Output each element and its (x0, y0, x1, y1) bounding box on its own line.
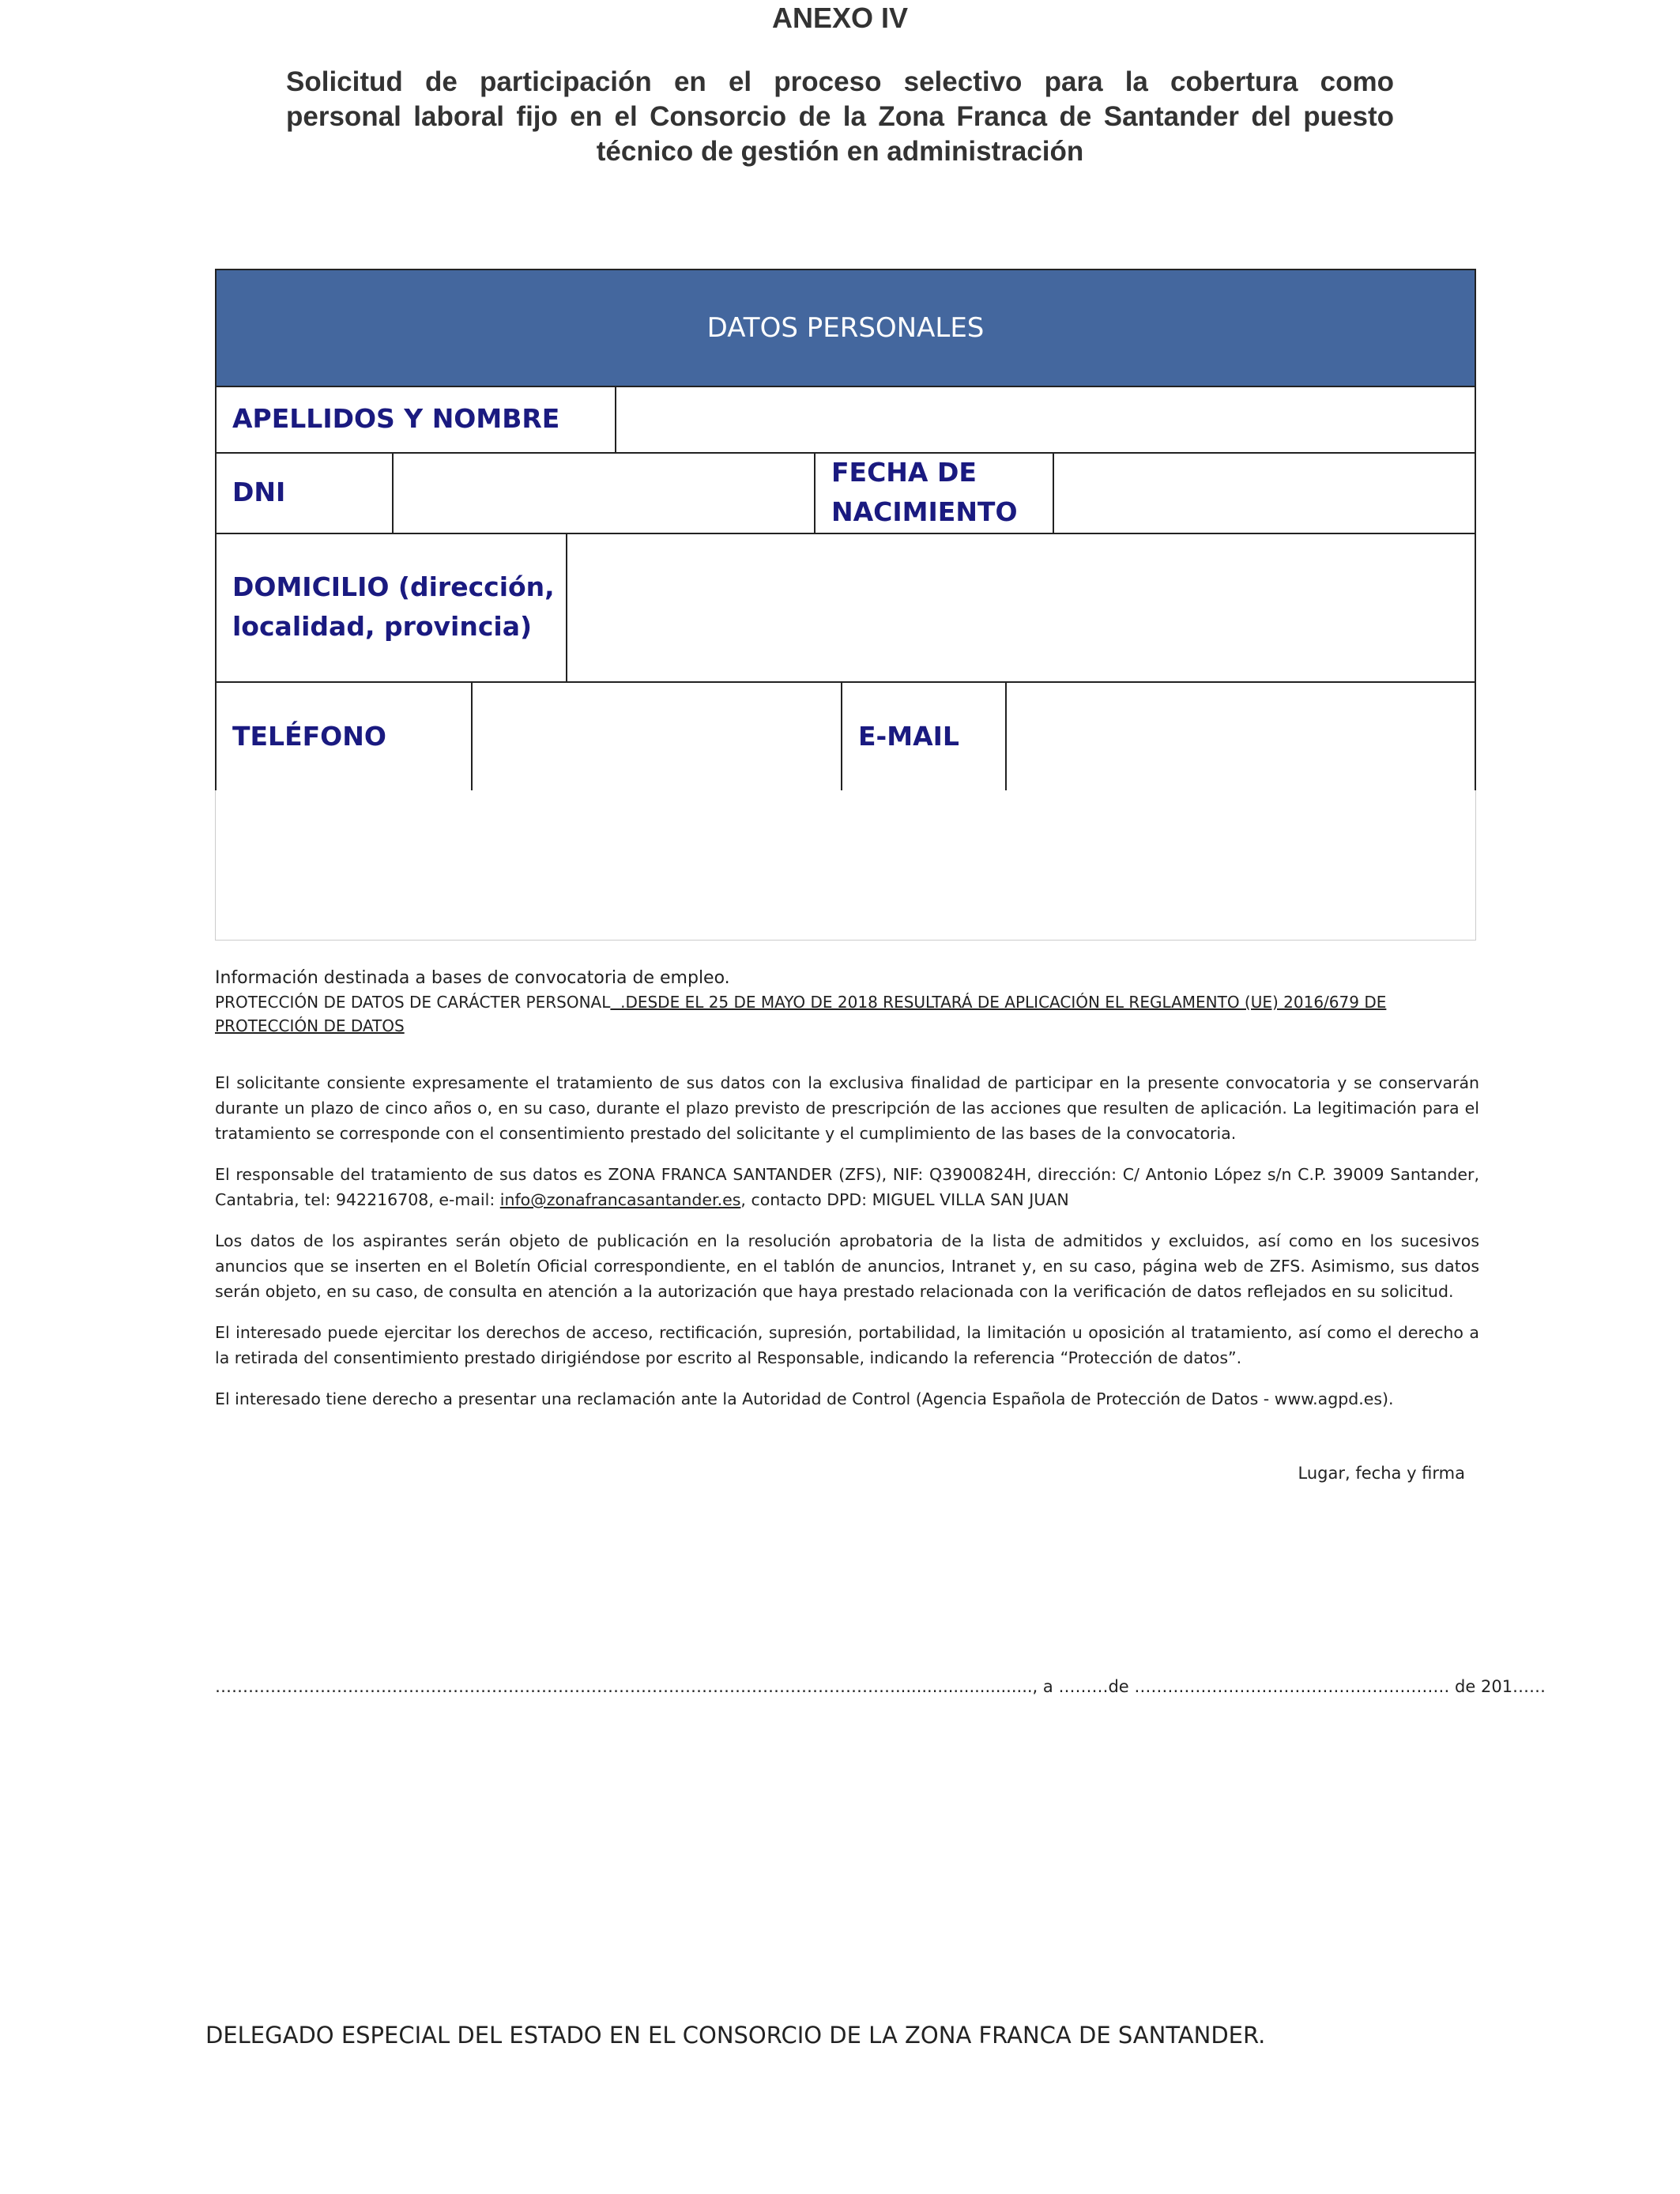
info-paragraph-1: El solicitante consiente expresamente el tratamiento de sus datos con la exclusiva finalidad de participar en la presente convocatoria y se conservarán durante un plazo de cinco años o, en su caso, durante el plazo previsto de prescripción de las acciones que resulten de aplicación. La legitimación para el tratamiento se corresponde con el consentimiento prestado del solicitante y el cumplimiento de las bases de la convocatoria. (215, 1073, 1479, 1143)
info-paragraph-3: Los datos de los aspirantes serán objeto de publicación en la resolución aprobatoria de la lista de admitidos y excluidos, así como en los sucesivos anuncios que se inserten en el Boletín Oficial correspondiente, en el tablón de anuncios, Intranet y, en su caso, página web de ZFS. Asimismo, sus datos serán objeto, en su caso, de consulta en atención a la autorización que haya prestado relacionada con la verificación de datos reflejados en su solicitud. (215, 1231, 1479, 1301)
info-paragraph-5: El interesado tiene derecho a presentar una reclamación ante la Autoridad de Control (Agencia Española de Protección de Datos - www.agpd.es). (215, 1389, 1394, 1408)
title-line-1: Solicitud de participación en el proceso selectivo para la cobertura como (286, 66, 1394, 97)
signature-label: Lugar, fecha y firma (1298, 1464, 1465, 1483)
info-paragraph-4: El interesado puede ejercitar los derechos de acceso, rectificación, supresión, portabilidad, la limitación u oposición al tratamiento, así como el derecho a la retirada del consentimiento prestado dirigiéndose por escrito al Responsable, indicando la referencia “Protección de datos”. (215, 1323, 1479, 1367)
form-header: DATOS PERSONALES (217, 270, 1475, 387)
footer-recipient: DELEGADO ESPECIAL DEL ESTADO EN EL CONSORCIO DE LA ZONA FRANCA DE SANTANDER. (205, 2022, 1266, 2049)
dni-field[interactable] (392, 452, 814, 533)
row-contact (217, 681, 1475, 794)
row-dni (217, 452, 1475, 534)
birth-date-label-line-2: NACIMIENTO (831, 496, 1018, 527)
address-label-line-1: DOMICILIO (dirección, (232, 571, 555, 602)
row-address (217, 533, 1475, 683)
annex-heading: ANEXO IV (771, 2, 909, 34)
protection-heading-part-3: PROTECCIÓN DE DATOS (215, 1016, 405, 1035)
name-label: APELLIDOS Y NOMBRE (232, 403, 560, 434)
dni-label: DNI (232, 477, 286, 507)
protection-heading-line (215, 990, 1479, 1014)
personal-data-form (215, 269, 1476, 939)
info-paragraph-2a: El responsable del tratamiento de sus datos es ZONA FRANCA SANTANDER (ZFS), NIF: Q3900824H, dirección: C/ Antonio López s/n C.P. 39009 Santander, Cantabria, tel: 942216708, e-mail: (215, 1165, 1479, 1209)
protection-heading-part-2: .DESDE EL 25 DE MAYO DE 2018 RESULTARÁ DE APLICACIÓN EL REGLAMENTO (UE) 2016/679 DE (610, 993, 1387, 1012)
form-blank-area (215, 790, 1476, 941)
phone-field[interactable] (471, 681, 841, 792)
phone-label: TELÉFONO (232, 721, 386, 752)
signature-date-line[interactable]: …………………………………………………………………………………………………………….........................., a ………de ………………………………………………… de 201…… (215, 1677, 1546, 1696)
contact-email-link[interactable]: info@zonafrancasantander.es (499, 1190, 741, 1209)
info-paragraph-2b: , contacto DPD: MIGUEL VILLA SAN JUAN (740, 1190, 1069, 1209)
data-protection-heading (215, 967, 1479, 1038)
title-line-3: técnico de gestión en administración (596, 136, 1084, 167)
birth-date-label-line-1: FECHA DE (831, 457, 977, 488)
email-label: E-MAIL (841, 681, 1005, 792)
protection-heading-part-1: PROTECCIÓN DE DATOS DE CARÁCTER PERSONAL (215, 993, 611, 1012)
birth-date-field[interactable] (1053, 452, 1475, 533)
title-line-2: personal laboral fijo en el Consorcio de la Zona Franca de Santander del puesto (286, 101, 1394, 132)
document-title (286, 65, 1394, 169)
info-intro: Información destinada a bases de convocatoria de empleo. (215, 968, 730, 988)
address-label-line-2: localidad, provincia) (232, 611, 533, 642)
birth-date-label (814, 452, 1053, 533)
address-label (217, 533, 566, 681)
info-paragraph-2 (215, 1162, 1479, 1212)
name-field[interactable] (615, 386, 1475, 452)
email-field[interactable] (1005, 681, 1475, 792)
data-protection-body (215, 1070, 1479, 1412)
address-field[interactable] (566, 533, 1475, 681)
row-name (217, 386, 1475, 454)
